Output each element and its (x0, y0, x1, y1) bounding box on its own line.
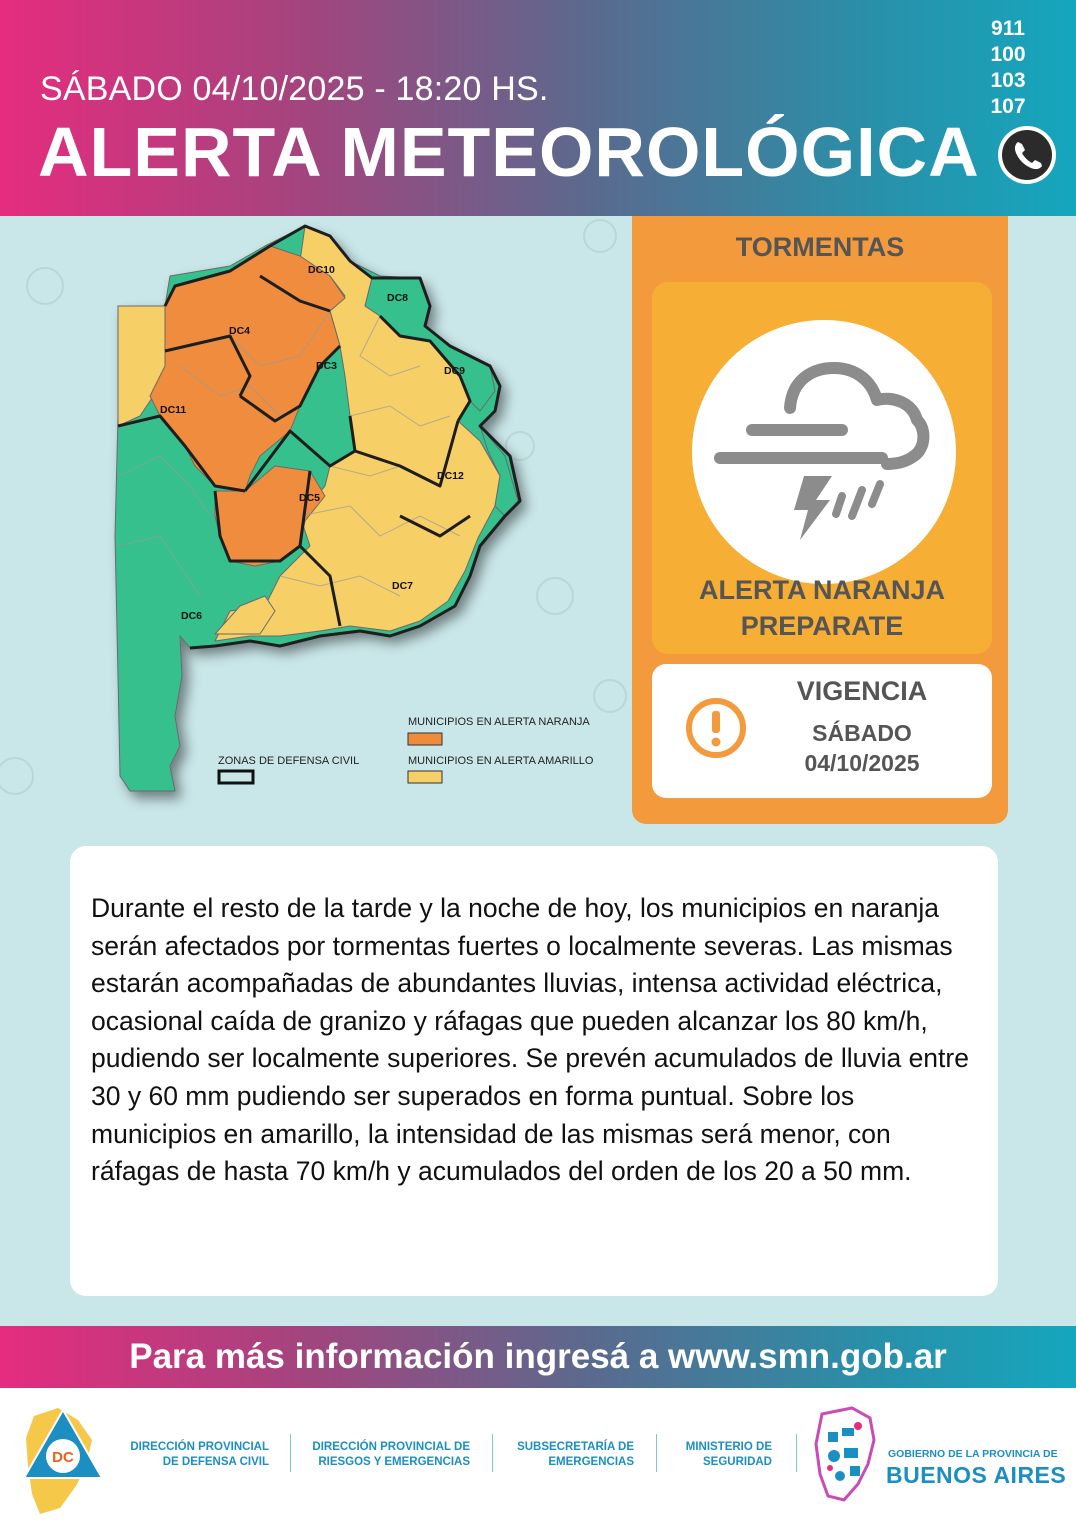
legend-orange-swatch (408, 733, 442, 745)
org-line: SEGURIDAD (702, 1456, 772, 1468)
legend-zones-label: ZONAS DE DEFENSA CIVIL (218, 755, 360, 767)
org-subsecretaria (500, 1440, 634, 1470)
phone-number: 103 (990, 69, 1026, 92)
province-alert-map (0, 216, 630, 826)
legend-zones-swatch (219, 771, 253, 783)
zone-label: DC10 (308, 264, 335, 276)
alert-level-text (652, 572, 992, 644)
vigencia-date: 04/10/2025 (804, 750, 920, 776)
org-line: DIRECCIÓN PROVINCIAL (130, 1441, 269, 1453)
zone-label: DC6 (181, 610, 203, 622)
org-line: EMERGENCIAS (548, 1456, 634, 1468)
dc-logo-text: DC (52, 1449, 74, 1466)
storm-icon-circle (692, 320, 956, 584)
org-riesgos-emergencias (300, 1440, 470, 1470)
org-line: SUBSECRETARÍA DE (517, 1441, 634, 1453)
header-banner (0, 0, 1076, 216)
province-map (0, 216, 630, 826)
defensa-civil-logo-icon (18, 1396, 108, 1516)
hazard-type: TORMENTAS (735, 232, 905, 262)
alert-level-action: PREPARATE (740, 611, 904, 641)
buenos-aires-emblem-icon (812, 1404, 882, 1504)
legend-yellow-swatch (408, 771, 442, 783)
zone-label: DC7 (392, 580, 414, 592)
org-defensa-civil (114, 1440, 269, 1470)
divider (290, 1434, 291, 1472)
alert-card (632, 216, 1008, 824)
phone-icon (996, 124, 1058, 186)
org-line: DIRECCIÓN PROVINCIAL DE (312, 1441, 470, 1453)
gov-label-small: GOBIERNO DE LA PROVINCIA DE (888, 1448, 1058, 1460)
divider (492, 1434, 493, 1472)
zone-label: DC5 (299, 492, 321, 504)
vigencia-box (652, 664, 992, 798)
emergency-numbers (978, 16, 1038, 120)
storm-cloud-icon (692, 320, 956, 584)
exclamation-icon (684, 696, 748, 760)
legend-orange-label: MUNICIPIOS EN ALERTA NARANJA (408, 716, 590, 728)
vigencia-day: SÁBADO (812, 720, 912, 746)
description-card (70, 846, 998, 1296)
page-title: ALERTA METEOROLÓGICA (38, 113, 980, 191)
alert-level-panel (652, 282, 992, 654)
org-line: RIESGOS Y EMERGENCIAS (318, 1456, 470, 1468)
map-legend (218, 716, 594, 783)
phone-number: 100 (990, 43, 1026, 66)
phone-number: 107 (990, 95, 1026, 118)
zone-label: DC4 (229, 325, 251, 337)
divider (656, 1434, 657, 1472)
zone-label: DC12 (437, 470, 464, 482)
zone-label: DC8 (387, 292, 409, 304)
zone-label: DC9 (444, 365, 466, 377)
org-line: MINISTERIO DE (685, 1441, 772, 1453)
footer-logos (0, 1388, 1076, 1522)
description-text: Durante el resto de la tarde y la noche de hoy, los municipios en naranja serán afectados por tormentas fuertes o localmente severas. Las mismas estarán acompañadas de abundantes lluvias, intensa actividad eléctrica, ocasional caída de granizo y ráfagas que pueden alcanzar los 80 km/h, pudiendo ser localmente superiores. Se prevén acumulados de lluvia entre 30 y 60 mm pudiendo ser superados en forma puntual. Sobre los municipios en amarillo, la intensidad de las mismas será menor, con ráfagas de hasta 70 km/h y acumulados del orden de los 20 a 50 mm. (91, 893, 969, 1187)
phone-number: 911 (991, 17, 1025, 40)
zone-label: DC3 (316, 360, 338, 372)
org-ministerio (660, 1440, 772, 1470)
issue-datetime: SÁBADO 04/10/2025 - 18:20 HS. (40, 70, 549, 108)
alert-level-name: ALERTA NARANJA (699, 575, 945, 605)
vigencia-title: VIGENCIA (796, 676, 928, 706)
zone-label: DC11 (160, 404, 187, 416)
gov-label-big: BUENOS AIRES (886, 1462, 1067, 1488)
divider (796, 1434, 797, 1472)
org-line: DE DEFENSA CIVIL (162, 1456, 269, 1468)
legend-yellow-label: MUNICIPIOS EN ALERTA AMARILLO (408, 755, 594, 767)
more-info-banner: Para más información ingresá a www.smn.gob.ar (0, 1326, 1076, 1388)
